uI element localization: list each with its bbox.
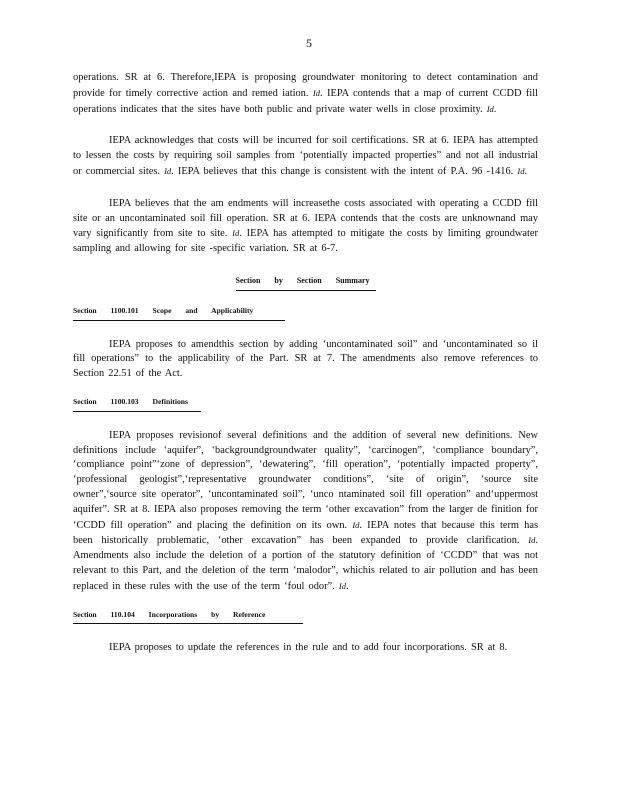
paragraph-text: . <box>493 103 497 115</box>
page-number: 5 <box>306 36 312 50</box>
citation-id: Id <box>232 228 240 239</box>
citation-id: Id <box>164 165 172 176</box>
paragraph-text: . <box>345 580 349 592</box>
citation-id: Id <box>338 580 346 591</box>
paragraph-text: IEPA acknowledges that costs will be incurred for soil certifications. SR at 6. IEPA has attempted to lessen the costs by requiring soil samples from ‘potentially impacted properties” and not all industrial or commercial sites. <box>73 135 538 177</box>
paragraph-text: . IEPA believes that this change is consistent with the intent of P.A. 96 -1416. <box>171 165 514 177</box>
paragraph-costs <box>73 197 538 257</box>
section-by-section-heading <box>73 274 538 291</box>
heading-text: Section 110.104 Incorporations by Reference <box>73 608 303 625</box>
heading-text: Section 1100.101 Scope and Applicability <box>73 304 285 321</box>
section-1100-101-heading <box>73 304 538 321</box>
citation-id: Id <box>312 87 320 98</box>
heading-text: Section 1100.103 Definitions <box>73 395 201 412</box>
citation-id: Id <box>486 103 494 114</box>
document-body <box>73 71 538 656</box>
citation-id: Id <box>352 519 360 530</box>
paragraph-text: . Amendments also include the deletion of a portion of the statutory definition of ‘CCDD” that was not relevant to this Part, and the deletion of the term ‘malodor”, whichis related to air pollution and has been replaced in these rules with the use of the term ‘foul odor”. <box>73 535 538 592</box>
paragraph-monitoring <box>73 71 538 117</box>
section-110-104-heading <box>73 608 538 625</box>
paragraph-text: . IEPA has attempted to mitigate the costs by limiting groundwater sampling and allowing for site -specific variation. SR at 6-7. <box>73 228 538 255</box>
section-1100-103-heading <box>73 395 538 412</box>
paragraph-text: . <box>524 165 528 177</box>
heading-text: Section by Section Summary <box>236 274 376 291</box>
paragraph-text: IEPA proposes to update the references in the rule and to add four incorporations. SR at 8. <box>109 642 508 654</box>
paragraph-text: IEPA believes that the am endments will increasethe costs associated with operating a CCDD fill site or an uncontaminated soil fill operation. SR at 6. IEPA contends that the costs are unknownand may vary significantly from site to site. <box>73 197 538 240</box>
citation-id: Id <box>528 535 536 546</box>
paragraph-scope <box>73 338 538 382</box>
paragraph-soil-certifications <box>73 134 538 179</box>
paragraph-text: operations. SR at 6. Therefore,IEPA is proposing groundwater monitoring to detect contamination and provide for timely corrective action and remed iation. <box>73 72 538 99</box>
paragraph-incorporations <box>73 641 538 656</box>
paragraph-text: IEPA proposes to amendthis section by adding ‘uncontaminated soil” and ‘uncontaminated so il fill operations” to the applicability of the Part. SR at 7. The amendments also remove references to Section 22.51 of the Act. <box>73 338 538 380</box>
paragraph-text: . IEPA contends that a map of current CCDD fill operations indicates that the sites have both public and private water wells in close proximity. <box>73 87 539 115</box>
paragraph-text: . IEPA notes that because this term has been historically problematic, ‘other excavation” has been expanded to provide clarification. <box>73 519 538 547</box>
paragraph-definitions <box>73 429 538 595</box>
paragraph-text: IEPA proposes revisionof several definitions and the addition of several new definitions. New definitions include ‘aquifer”, ‘backgroundgroundwater quality”, ‘carcinogen”, ‘compliance boundary”, ‘compliance point”‘zone of depression”, ‘dewatering”, ‘fill operation”, ‘potentially impacted property”, ‘professional geologist”,‘representative groundwater conditions”, ‘site of origin”, ‘source site owner”,‘source site operator”, ‘uncontaminated soil”, ‘unco ntaminated soil fill operation” and‘uppermost aquifer”. SR at 8. IEPA also proposes removing the term ‘other excavation” from the larger de finition for ‘CCDD fill operation” and placing the definition on its own. <box>73 429 538 531</box>
citation-id: Id <box>517 165 525 176</box>
